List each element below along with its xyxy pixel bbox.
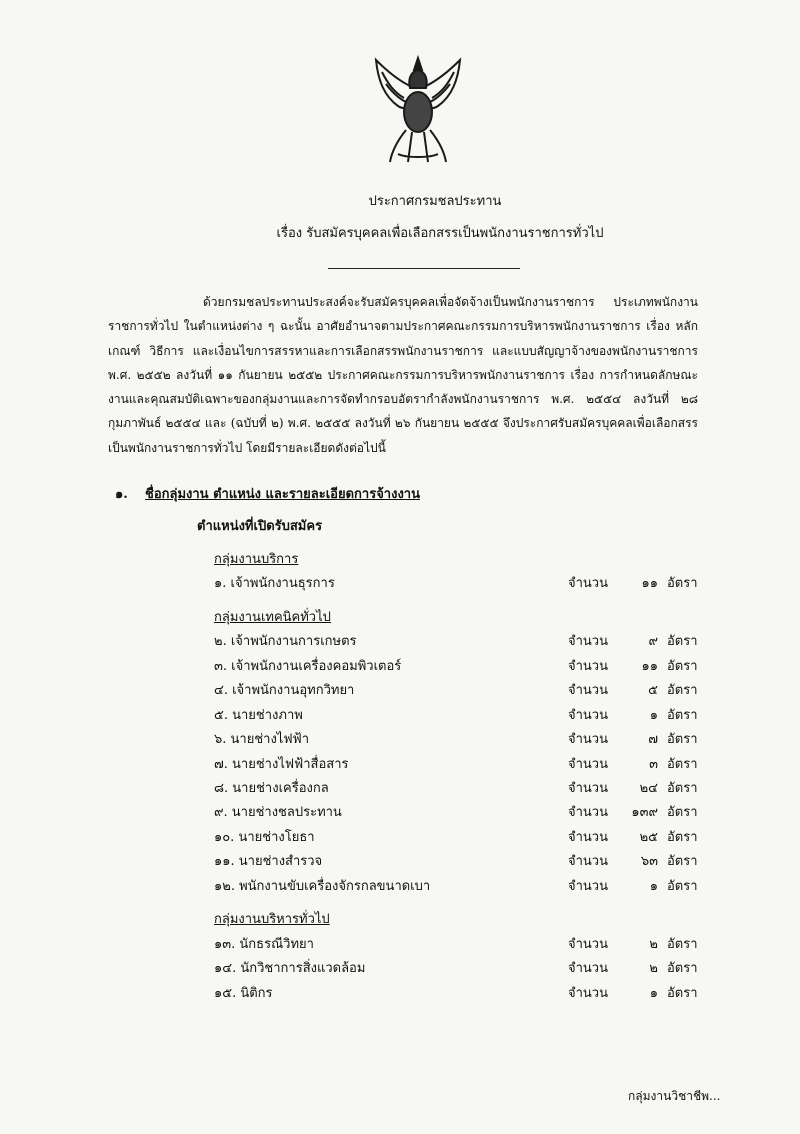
announcement-title: ประกาศกรมชลประทาน bbox=[368, 194, 502, 209]
garuda-emblem-icon bbox=[368, 50, 468, 170]
position-row: ๙. นายช่างชลประทาน จำนวน ๑๓๙ อัตรา bbox=[214, 805, 698, 820]
position-row: ๑๒. พนักงานขับเครื่องจักรกลขนาดเบา จำนวน ๑ อัตรา bbox=[214, 879, 698, 894]
position-row: ๑๓. นักธรณีวิทยา จำนวน ๒ อัตรา bbox=[214, 937, 698, 952]
position-row: ๖. นายช่างไฟฟ้า จำนวน ๗ อัตรา bbox=[214, 732, 698, 747]
intro-paragraph: ด้วยกรมชลประทานประสงค์จะรับสมัครบุคคลเพื่อจัดจ้างเป็นพนักงานราชการ ประเภทพนักงานราชการทั่วไป ในตำแหน่งต่าง ๆ ฉะนั้น อาศัยอำนาจตามประกาศคณะกรรมการบริหารพนักงานราชการ เรื่อง หลักเกณฑ์ วิธีการ และเงื่อนไขการสรรหาและการเลือกสรรพนักงานราชการ และแบบสัญญาจ้างของพนักงานราชการ พ.ศ. ๒๕๕๒ ลงวันที่ ๑๑ กันยายน ๒๕๕๒ ประกาศคณะกรรมการบริหารพนักงานราชการ เรื่อง การกำหนดลักษณะงานและคุณสมบัติเฉพาะของกลุ่มงานและการจัดทำกรอบอัตรากำลังพนักงานราชการ พ.ศ. ๒๕๕๔ ลงวันที่ ๒๘ กุมภาพันธ์ ๒๕๕๔ และ (ฉบับที่ ๒) พ.ศ. ๒๕๕๕ ลงวันที่ ๒๖ กันยายน ๒๕๕๕ จึงประกาศรับสมัครบุคคลเพื่อเลือกสรรเป็นพนักงานราชการทั่วไป โดยมีรายละเอียดดังต่อไปนี้ bbox=[108, 295, 698, 455]
position-row: ๑. เจ้าพนักงานธุรการ จำนวน ๑๑ อัตรา bbox=[214, 576, 698, 591]
position-row: ๕. นายช่างภาพ จำนวน ๑ อัตรา bbox=[214, 708, 698, 723]
position-row: ๑๑. นายช่างสำรวจ จำนวน ๖๓ อัตรา bbox=[214, 854, 698, 869]
position-row: ๘. นายช่างเครื่องกล จำนวน ๒๔ อัตรา bbox=[214, 781, 698, 796]
title-divider bbox=[328, 268, 520, 269]
group-technical: กลุ่มงานเทคนิคทั่วไป bbox=[214, 610, 331, 625]
group-general-admin: กลุ่มงานบริหารทั่วไป bbox=[214, 912, 330, 927]
group-service: กลุ่มงานบริการ bbox=[214, 552, 299, 567]
position-row: ๑๕. นิติกร จำนวน ๑ อัตรา bbox=[214, 986, 698, 1001]
announcement-subject: เรื่อง รับสมัครบุคคลเพื่อเลือกสรรเป็นพนักงานราชการทั่วไป bbox=[276, 226, 604, 241]
continuation-note: กลุ่มงานวิชาชีพ... bbox=[628, 1089, 721, 1103]
position-row: ๔. เจ้าพนักงานอุทกวิทยา จำนวน ๕ อัตรา bbox=[214, 683, 698, 698]
position-row: ๒. เจ้าพนักงานการเกษตร จำนวน ๙ อัตรา bbox=[214, 634, 698, 649]
position-row: ๑๐. นายช่างโยธา จำนวน ๒๕ อัตรา bbox=[214, 830, 698, 845]
position-row: ๗. นายช่างไฟฟ้าสื่อสาร จำนวน ๓ อัตรา bbox=[214, 757, 698, 772]
section-number: ๑. bbox=[115, 487, 128, 502]
section-title: ชื่อกลุ่มงาน ตำแหน่ง และรายละเอียดการจ้างงาน bbox=[145, 487, 420, 502]
section-1-heading bbox=[115, 483, 420, 504]
open-positions-heading: ตำแหน่งที่เปิดรับสมัคร bbox=[197, 519, 323, 534]
position-row: ๓. เจ้าพนักงานเครื่องคอมพิวเตอร์ จำนวน ๑๑ อัตรา bbox=[214, 659, 698, 674]
position-row: ๑๔. นักวิชาการสิ่งแวดล้อม จำนวน ๒ อัตรา bbox=[214, 961, 698, 976]
